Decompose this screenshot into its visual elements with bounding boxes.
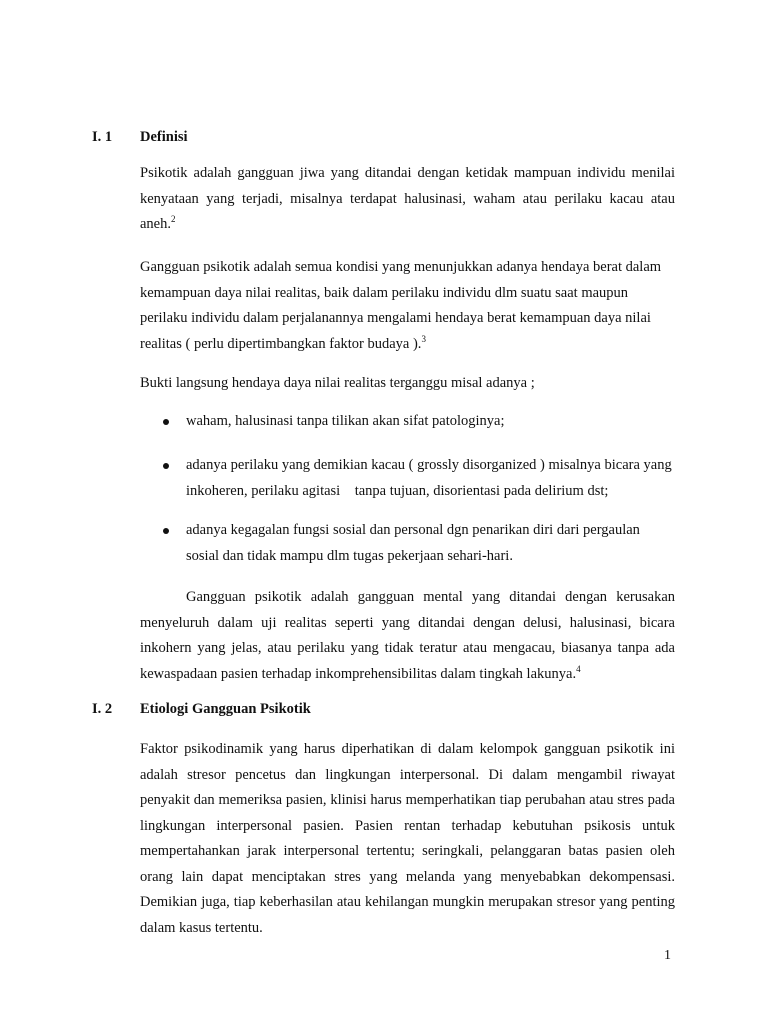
bullet-dot-icon xyxy=(163,419,169,425)
list-item xyxy=(186,518,675,569)
paragraph-text: Bukti langsung hendaya daya nilai realitas terganggu misal adanya ; xyxy=(140,375,535,391)
footnote-ref: 4 xyxy=(576,663,581,674)
section-heading-definisi xyxy=(92,127,188,147)
paragraph-definisi-4 xyxy=(140,585,675,687)
section-title: Definisi xyxy=(140,129,188,145)
bullet-dot-icon xyxy=(163,463,169,469)
list-item-text: adanya kegagalan fungsi sosial dan personal dgn penarikan diri dari pergaulan sosial dan tidak mampu dlm tugas pekerjaan sehari-hari. xyxy=(186,522,640,564)
paragraph-etiologi-1 xyxy=(140,737,675,941)
section-title: Etiologi Gangguan Psikotik xyxy=(140,701,311,717)
page-number: 1 xyxy=(664,948,671,963)
paragraph-text: Faktor psikodinamik yang harus diperhatikan di dalam kelompok gangguan psikotik ini adalah stresor pencetus dan lingkungan interpersonal. Di dalam mengambil riwayat penyakit dan memeriksa pasien, klinisi harus memperhatikan tiap perubahan atau stres pada lingkungan interpersonal pasien. Pasien rentan terhadap kebutuhan psikosis untuk mempertahankan jarak interpersonal tertentu; seringkali, pelanggaran batas pasien oleh orang lain dapat menciptakan stres yang melanda yang menyebabkan dekompensasi. Demikian juga, tiap keberhasilan atau kehilangan mungkin merupakan stresor yang penting dalam kasus tertentu. xyxy=(140,741,675,936)
section-number: I. 1 xyxy=(92,129,113,145)
paragraph-text: Psikotik adalah gangguan jiwa yang ditandai dengan ketidak mampuan individu menilai kenyataan yang terjadi, misalnya terdapat halusinasi, waham atau perilaku kacau atau aneh. xyxy=(140,165,675,232)
section-heading-etiologi xyxy=(92,699,311,719)
list-item xyxy=(186,453,675,504)
footnote-ref: 2 xyxy=(171,214,176,224)
list-item-text: waham, halusinasi tanpa tilikan akan sifat patologinya; xyxy=(186,413,505,429)
paragraph-text: Gangguan psikotik adalah semua kondisi yang menunjukkan adanya hendaya berat dalam kemampuan daya nilai realitas, baik dalam perilaku individu dlm suatu saat maupun perilaku individu dalam perjalanannya mengalami hendaya berat kemampuan daya nilai realitas ( perlu dipertimbangkan faktor budaya ). xyxy=(140,259,662,352)
paragraph-definisi-1 xyxy=(140,161,675,238)
paragraph-definisi-2 xyxy=(140,255,675,357)
paragraph-definisi-3 xyxy=(140,371,675,397)
footnote-ref: 3 xyxy=(421,333,426,344)
section-number: I. 2 xyxy=(92,701,113,717)
paragraph-text: Gangguan psikotik adalah gangguan mental yang ditandai dengan kerusakan menyeluruh dalam uji realitas seperti yang ditandai dengan delusi, halusinasi, bicara inkohern yang jelas, atau perilaku yang tidak teratur atau mengacau, biasanya tanpa ada kewaspadaan pasien terhadap inkomprehensibilitas dalam tingkah lakunya. xyxy=(140,589,675,682)
list-item-text: adanya perilaku yang demikian kacau ( grossly disorganized ) misalnya bicara yang inkoheren, perilaku agitasi tanpa tujuan, disorientasi pada delirium dst; xyxy=(186,457,676,499)
list-item xyxy=(186,409,675,435)
bullet-dot-icon xyxy=(163,528,169,534)
